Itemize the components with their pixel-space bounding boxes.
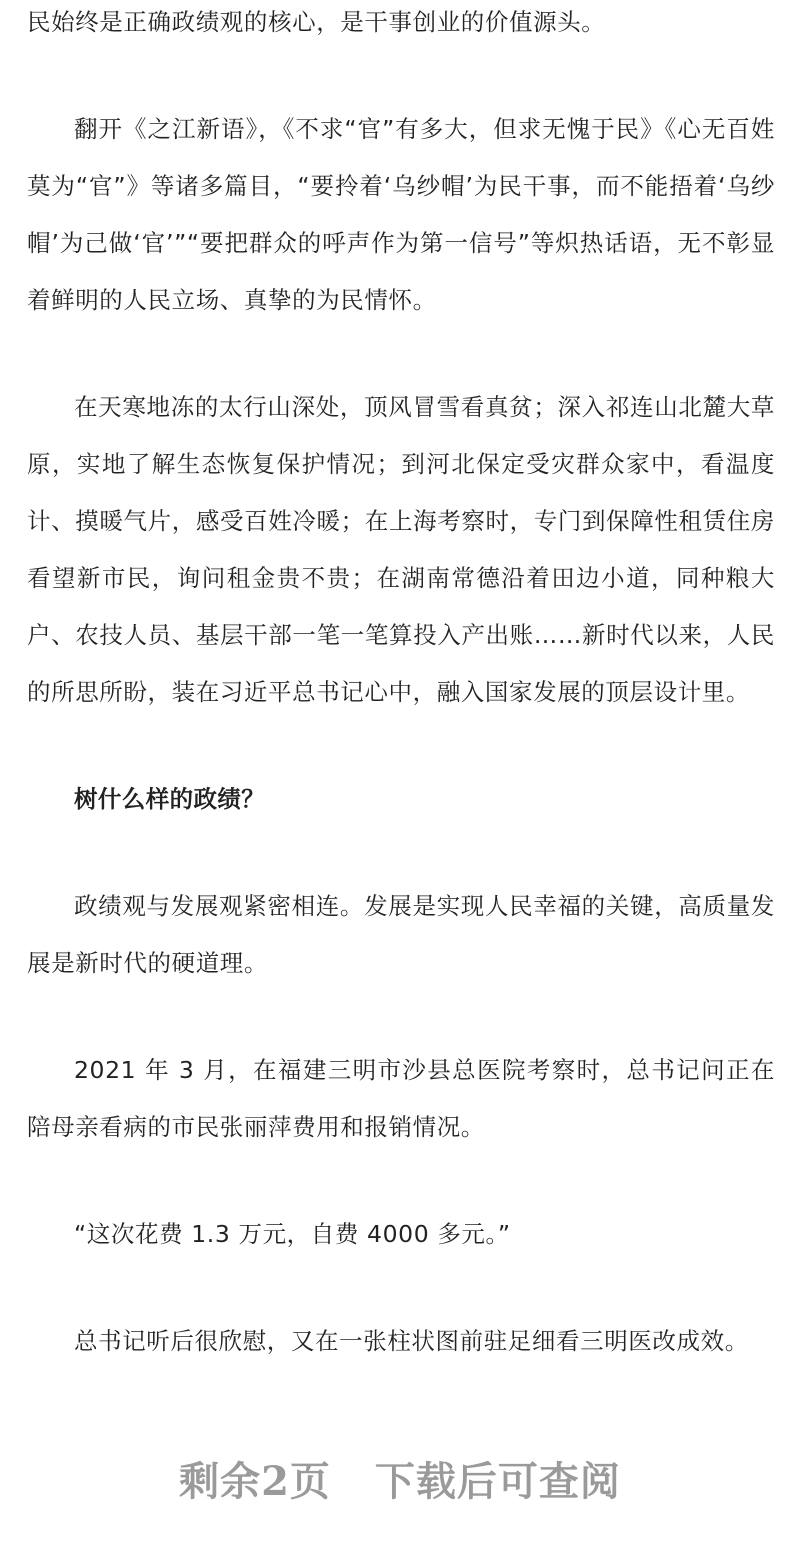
paragraph-gap <box>27 992 775 1042</box>
paragraph-gap <box>27 828 775 878</box>
article-body <box>27 0 775 1370</box>
paragraph-field-visits: 在天寒地冻的太行山深处，顶风冒雪看真贫；深入祁连山北麓大草原，实地了解生态恢复保护情况；到河北保定受灾群众家中，看温度计、摸暖气片，感受百姓冷暖；在上海考察时，专门到保障性租赁住房看望新市民，询问租金贵不贵；在湖南常德沿着田边小道，同种粮大户、农技人员、基层干部一笔一笔算投入产出账……新时代以来，人民的所思所盼，装在习近平总书记心中，融入国家发展的顶层设计里。 <box>27 393 775 706</box>
download-prompt[interactable] <box>0 1450 800 1507</box>
paragraph-quote: “这次花费 1.3 万元，自费 4000 多元。” <box>74 1220 511 1248</box>
paragraph-gap <box>27 51 775 101</box>
paragraph-gap <box>27 1156 775 1206</box>
paragraph-intro-tail: 民始终是正确政绩观的核心，是干事创业的价值源头。 <box>27 8 606 36</box>
paragraph-gap <box>27 329 775 379</box>
remaining-pages-label: 剩余2页 <box>179 1458 331 1505</box>
paragraph-zhijiang: 翻开《之江新语》，《不求“官”有多大，但求无愧于民》《心无百姓莫为“官”》等诸多篇目，“要拎着‘乌纱帽’为民干事，而不能捂着‘乌纱帽’为己做‘官’”“要把群众的呼声作为第一信号”等炽热话语，无不彰显着鲜明的人民立场、真挚的为民情怀。 <box>27 115 775 314</box>
section-heading: 树什么样的政绩？ <box>74 785 266 813</box>
paragraph-bar-chart: 总书记听后很欣慰，又在一张柱状图前驻足细看三明医改成效。 <box>74 1327 749 1355</box>
download-to-read-label: 下载后可查阅 <box>374 1458 621 1505</box>
paragraph-sanming-visit: 2021 年 3 月，在福建三明市沙县总医院考察时，总书记问正在陪母亲看病的市民张丽萍费用和报销情况。 <box>27 1056 775 1141</box>
paragraph-gap <box>27 1263 775 1313</box>
paragraph-gap <box>27 721 775 771</box>
paragraph-development: 政绩观与发展观紧密相连。发展是实现人民幸福的关键，高质量发展是新时代的硬道理。 <box>27 892 775 977</box>
